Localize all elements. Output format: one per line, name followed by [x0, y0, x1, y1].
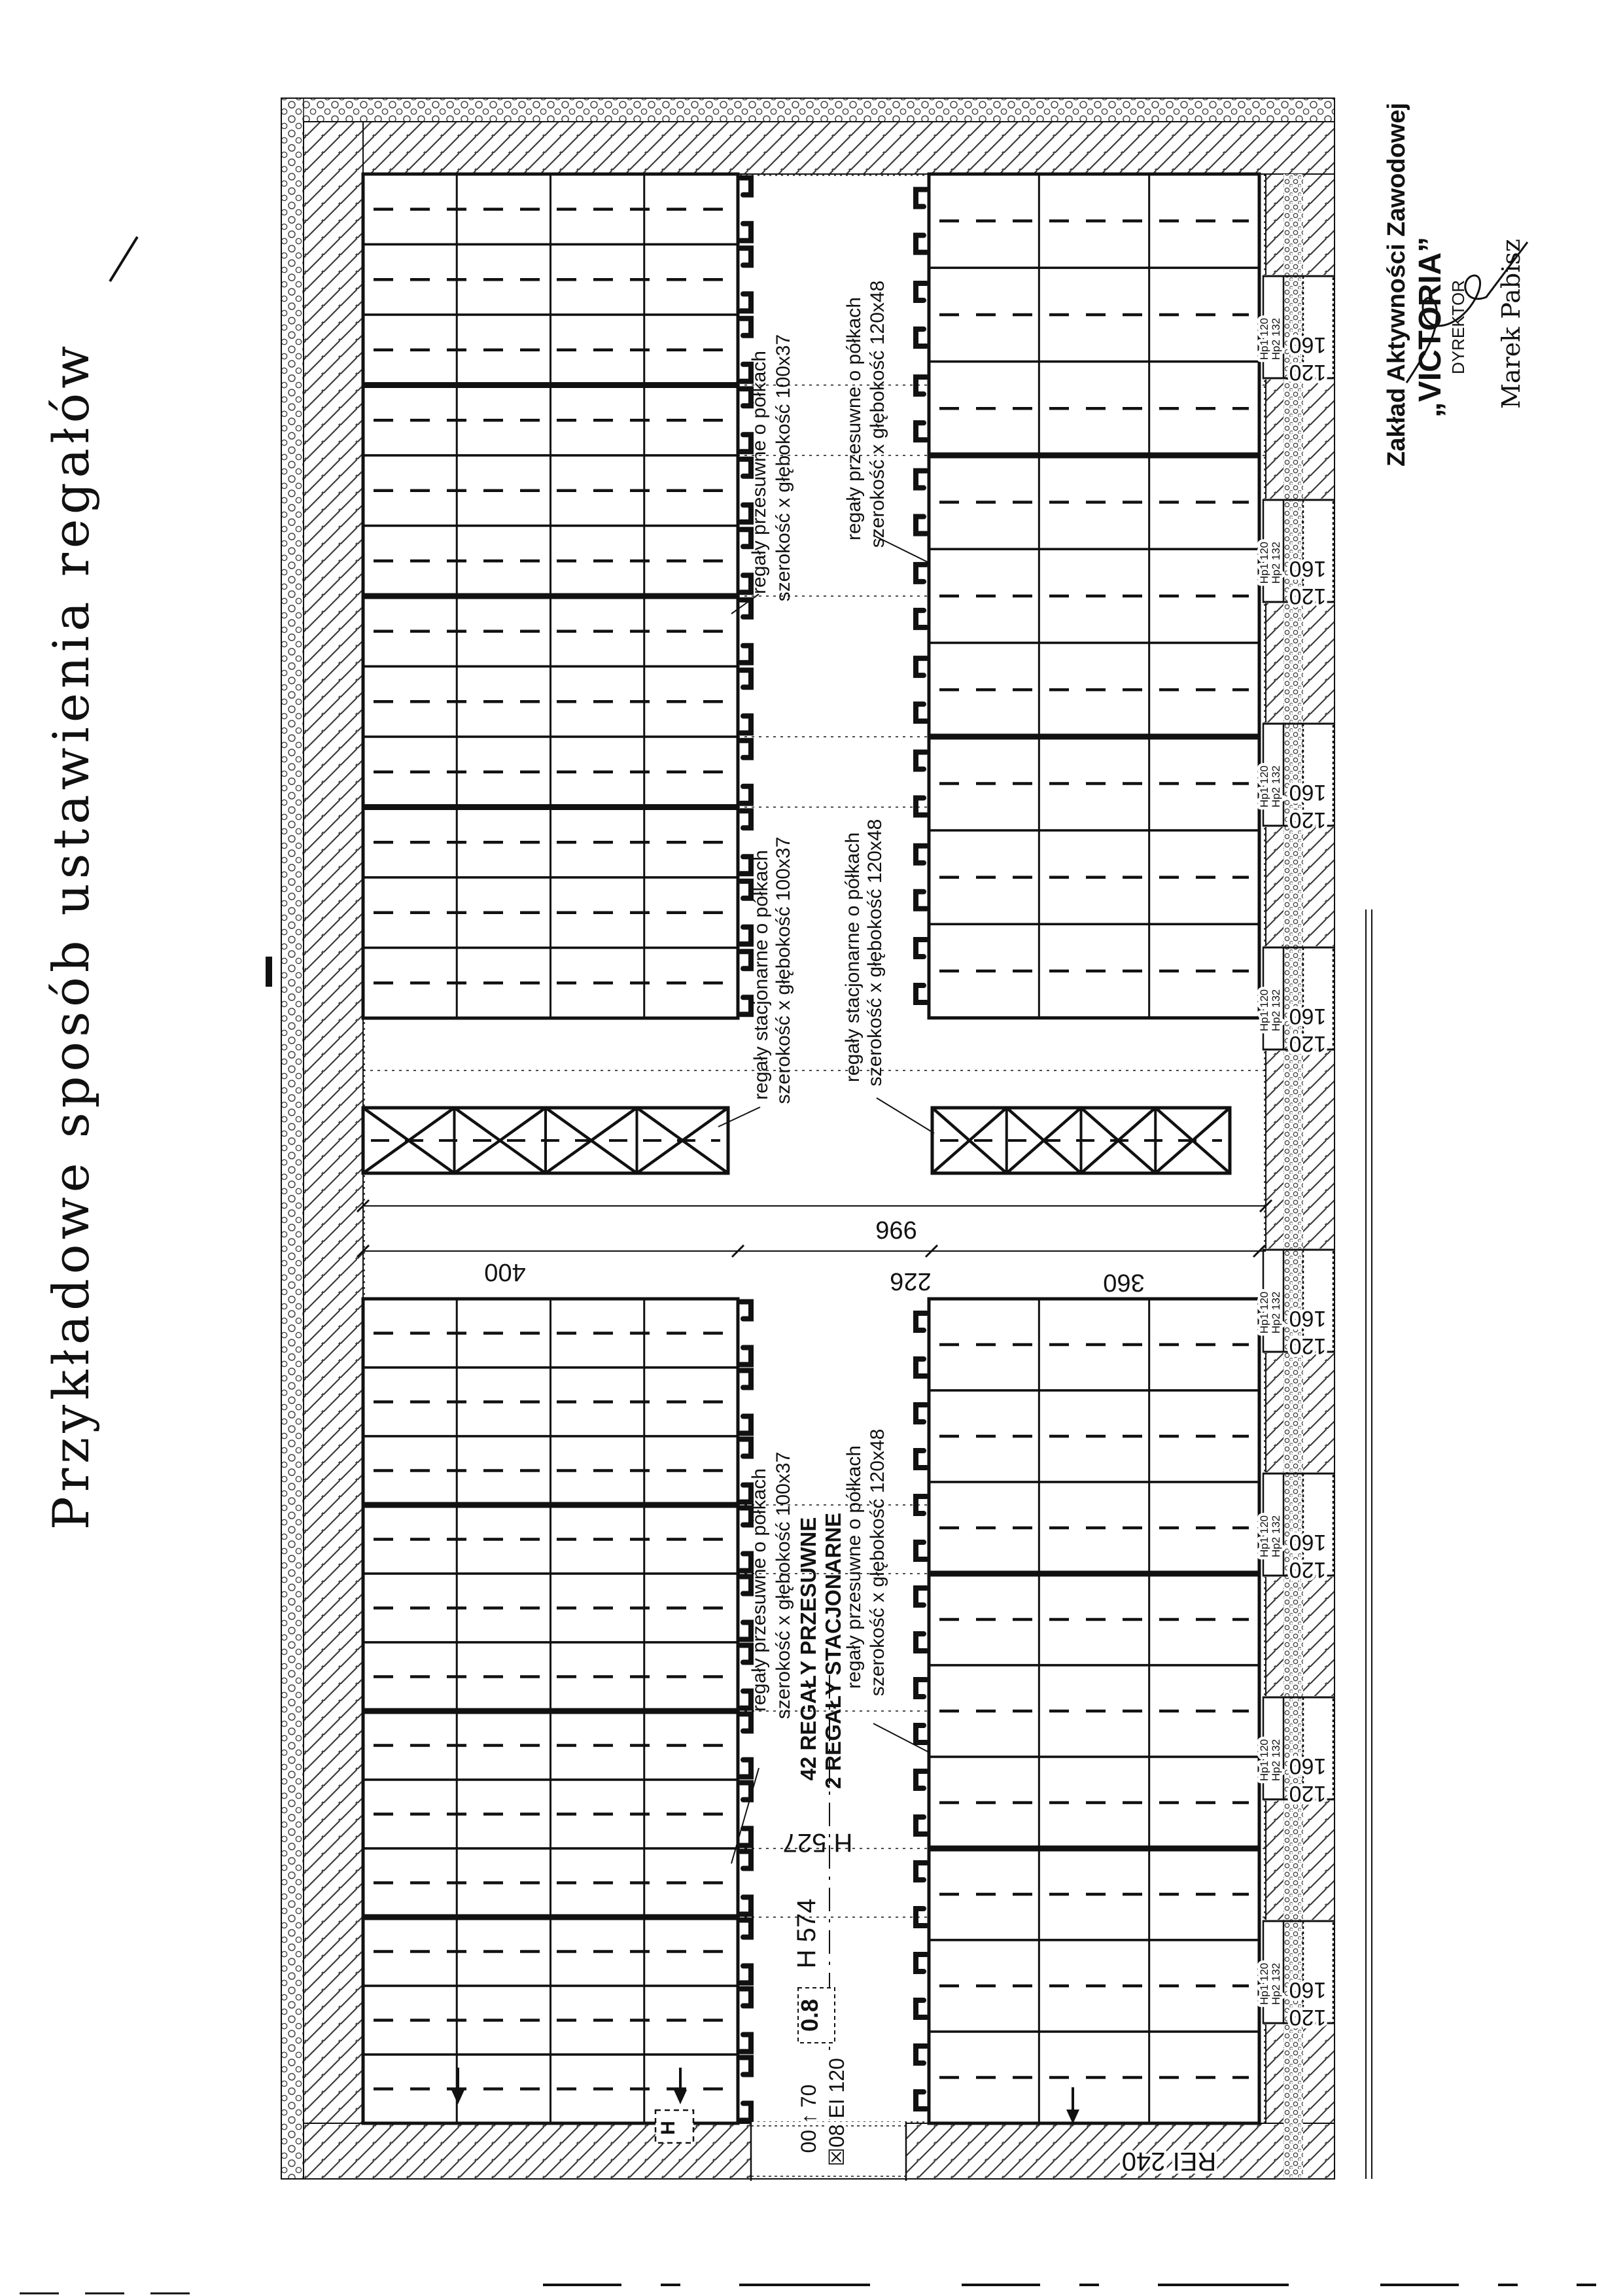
rack-drive-handle-icon: [916, 1725, 926, 1742]
rack-drive-handle-icon: [916, 940, 926, 957]
rack-height-label: H 527: [782, 1828, 853, 1857]
rack-group-band: [363, 382, 738, 388]
rack-drive-handle-icon: [916, 1542, 926, 1559]
rack-drive-handle-icon: [741, 881, 751, 898]
window-mark: Hp2 132: [1270, 989, 1282, 1032]
window-sill-dimension: 160: [1289, 332, 1327, 357]
dimension-value-total: 966: [875, 1217, 917, 1245]
window-mark: Hp1 120: [1258, 1739, 1270, 1782]
dimension-value-aisle: 226: [890, 1267, 932, 1295]
rack-group-band: [363, 1915, 738, 1920]
rack-drive-handle-icon: [916, 1451, 926, 1468]
rack-drive-handle-icon: [916, 704, 926, 721]
rack-drive-handle-icon: [741, 1417, 751, 1434]
rack-drive-handle-icon: [916, 1680, 926, 1697]
rack-drive-handle-icon: [741, 1898, 751, 1915]
masonry-wall-left: [304, 122, 363, 2179]
rack-drive-handle-icon: [916, 2092, 926, 2109]
rack-drive-handle-icon: [741, 1852, 751, 1869]
leader-line: [877, 1098, 934, 1133]
rack-group-band: [929, 1846, 1259, 1852]
window-mark: Hp2 132: [1270, 541, 1282, 584]
rack-drive-handle-icon: [916, 985, 926, 1002]
window-mark: Hp1 120: [1258, 541, 1270, 584]
rack-label: regały przesuwne o półkach: [748, 351, 770, 594]
rack-drive-handle-icon: [916, 2046, 926, 2063]
rack-drive-handle-icon: [741, 1714, 751, 1731]
rack-label: regały przesuwne o półkach: [748, 1468, 770, 1712]
window-sill-dimension: 120: [1289, 1557, 1327, 1582]
rack-group-band: [363, 1708, 738, 1714]
rack-block-right-top: [916, 174, 1259, 1018]
rack-drive-handle-icon: [916, 658, 926, 675]
rack-label: szerokość x głębokość 100x37: [773, 1451, 794, 1720]
rack-drive-handle-icon: [916, 329, 926, 346]
window-mark: Hp1 120: [1258, 989, 1270, 1032]
window-sill-dimension: 120: [1289, 1333, 1327, 1358]
pen-stroke: [110, 237, 137, 281]
rack-drive-handle-icon: [916, 1863, 926, 1880]
rack-label: szerokość x głębokość 120x48: [867, 1428, 888, 1697]
rack-height-label: H 574: [792, 1898, 821, 1969]
rack-label: szerokość x głębokość 100x37: [773, 836, 794, 1104]
titleblock-organization: Zakład Aktywności Zawodowej: [1383, 102, 1410, 467]
rack-drive-handle-icon: [916, 1634, 926, 1651]
rack-drive-handle-icon: [741, 716, 751, 733]
rack-drive-handle-icon: [916, 892, 926, 909]
rack-drive-handle-icon: [741, 741, 751, 758]
window-sill-dimension: 160: [1289, 1977, 1327, 2002]
rack-drive-handle-icon: [741, 1829, 751, 1846]
rack-drive-handle-icon: [741, 927, 751, 944]
rack-drive-handle-icon: [916, 610, 926, 627]
window-mark: Hp1 120: [1258, 1962, 1270, 2005]
rack-drive-handle-icon: [741, 1989, 751, 2006]
rack-drive-handle-icon: [916, 1405, 926, 1422]
window-mark: Hp2 132: [1270, 1515, 1282, 1558]
rack-drive-handle-icon: [741, 1783, 751, 1800]
rack-label: regały przesuwne o półkach: [843, 297, 865, 540]
handwritten-note: Przykładowe sposób ustawienia regałów: [42, 341, 100, 1530]
rack-drive-handle-icon: [916, 517, 926, 534]
window-sill-dimension: 160: [1289, 1306, 1327, 1331]
window-sill-dimension: 120: [1289, 2005, 1327, 2030]
window-mark: Hp1 120: [1258, 317, 1270, 361]
rack-drive-handle-icon: [741, 1439, 751, 1457]
rack-drive-handle-icon: [741, 857, 751, 874]
window-mark: Hp2 132: [1270, 765, 1282, 808]
rack-drive-handle-icon: [916, 1817, 926, 1834]
rack-drive-handle-icon: [916, 1771, 926, 1788]
window-mark: Hp1 120: [1258, 1291, 1270, 1334]
rack-drive-handle-icon: [916, 1359, 926, 1376]
rack-drive-handle-icon: [916, 190, 926, 207]
rack-drive-handle-icon: [741, 600, 751, 617]
aisle-clearance-value: 0.8: [796, 1998, 823, 2032]
rack-drive-handle-icon: [741, 248, 751, 265]
window-mark: Hp2 132: [1270, 1291, 1282, 1334]
window-mark: Hp1 120: [1258, 1515, 1270, 1558]
insulation-left: [281, 98, 304, 2179]
rack-drive-handle-icon: [741, 178, 751, 195]
rack-drive-handle-icon: [741, 811, 751, 828]
window-sill-dimension: 160: [1289, 780, 1327, 805]
window-mark: Hp1 120: [1258, 765, 1270, 808]
rack-drive-handle-icon: [741, 1920, 751, 1937]
rack-label: szerokość x głębokość 100x37: [773, 334, 794, 602]
window-sill-dimension: 120: [1289, 360, 1327, 385]
window-sill-dimension: 120: [1289, 1781, 1327, 1806]
rack-drive-handle-icon: [741, 1371, 751, 1388]
rack-drive-handle-icon: [916, 283, 926, 300]
stationary-rack-right: [932, 1108, 1230, 1173]
rack-drive-handle-icon: [916, 1313, 926, 1330]
titleblock-role: DYREKTOR: [1448, 280, 1468, 374]
rack-drive-handle-icon: [741, 786, 751, 804]
rack-drive-handle-icon: [741, 1966, 751, 1983]
rack-label: regały stacjonarne o półkach: [750, 850, 772, 1100]
rack-summary-label: 2 REGAŁY STACJONARNE: [821, 1512, 845, 1790]
door-level-label: 00 ↑ 70: [797, 2084, 820, 2153]
door-spec-label: ☒08 EI 120: [825, 2058, 848, 2166]
rack-group-band: [363, 804, 738, 810]
rack-drive-handle-icon: [916, 236, 926, 253]
hydrant-label: H: [657, 2121, 679, 2135]
rack-group-band: [363, 593, 738, 599]
dimension-value-left: 400: [484, 1258, 526, 1286]
rack-drive-handle-icon: [741, 224, 751, 241]
scan-mark: [266, 957, 272, 987]
rack-block-right-bottom: [916, 1299, 1259, 2123]
rack-drive-handle-icon: [916, 565, 926, 582]
rack-block-left-top: [363, 174, 751, 1018]
window-sill-dimension: 160: [1289, 1530, 1327, 1555]
dimension-value-right: 360: [1103, 1269, 1145, 1296]
rack-drive-handle-icon: [741, 2035, 751, 2052]
rack-drive-handle-icon: [741, 670, 751, 687]
rack-drive-handle-icon: [741, 1348, 751, 1365]
window-sill-dimension: 120: [1289, 1031, 1327, 1056]
window-sill-dimension: 120: [1289, 807, 1327, 832]
wall-fire-rating-label: REI 240: [1121, 2147, 1217, 2176]
wall-insulation-strip: [1283, 174, 1303, 2179]
rack-drive-handle-icon: [741, 646, 751, 663]
masonry-wall-top: [304, 122, 1335, 174]
rack-label: regały przesuwne o półkach: [843, 1445, 865, 1689]
insulation-top: [281, 98, 1335, 122]
window-sill-dimension: 160: [1289, 1004, 1327, 1029]
rack-drive-handle-icon: [741, 1302, 751, 1319]
window-mark: Hp2 132: [1270, 1962, 1282, 2005]
rack-group-band: [929, 1571, 1259, 1577]
rack-group-band: [929, 733, 1259, 739]
rack-drive-handle-icon: [916, 1588, 926, 1605]
dimension-group: [357, 1200, 1272, 1257]
window-mark: Hp2 132: [1270, 1739, 1282, 1782]
rack-block-left-bottom: [363, 1299, 751, 2123]
rack-label: szerokość x głębokość 120x48: [867, 280, 888, 548]
rack-drive-handle-icon: [741, 997, 751, 1014]
stationary-rack-left: [363, 1108, 728, 1173]
rack-drive-handle-icon: [916, 423, 926, 440]
rack-group-band: [929, 452, 1259, 458]
rack-drive-handle-icon: [916, 2000, 926, 2017]
rack-drive-handle-icon: [741, 319, 751, 336]
rack-drive-handle-icon: [741, 951, 751, 968]
rack-summary-label: 42 REGAŁY PRZESUWNE: [796, 1517, 820, 1781]
rack-label: regały stacjonarne o półkach: [842, 832, 864, 1082]
rack-drive-handle-icon: [741, 294, 751, 311]
rack-drive-handle-icon: [741, 2104, 751, 2121]
rack-drive-handle-icon: [916, 798, 926, 815]
rack-drive-handle-icon: [916, 1954, 926, 1971]
window-sill-dimension: 120: [1289, 584, 1327, 609]
window-sill-dimension: 160: [1289, 556, 1327, 581]
window-sill-dimension: 160: [1289, 1754, 1327, 1778]
window-mark: Hp2 132: [1270, 317, 1282, 361]
rack-group-band: [363, 1502, 738, 1508]
rack-drive-handle-icon: [741, 2058, 751, 2075]
rack-label: szerokość x głębokość 120x48: [864, 819, 886, 1087]
titleblock-org-name: „VICTORIA”: [1413, 236, 1448, 418]
rack-drive-handle-icon: [916, 471, 926, 488]
rack-drive-handle-icon: [916, 846, 926, 863]
rack-drive-handle-icon: [741, 1760, 751, 1777]
rack-drive-handle-icon: [916, 752, 926, 769]
titleblock-signature-name: Marek Pabisz: [1497, 239, 1526, 409]
